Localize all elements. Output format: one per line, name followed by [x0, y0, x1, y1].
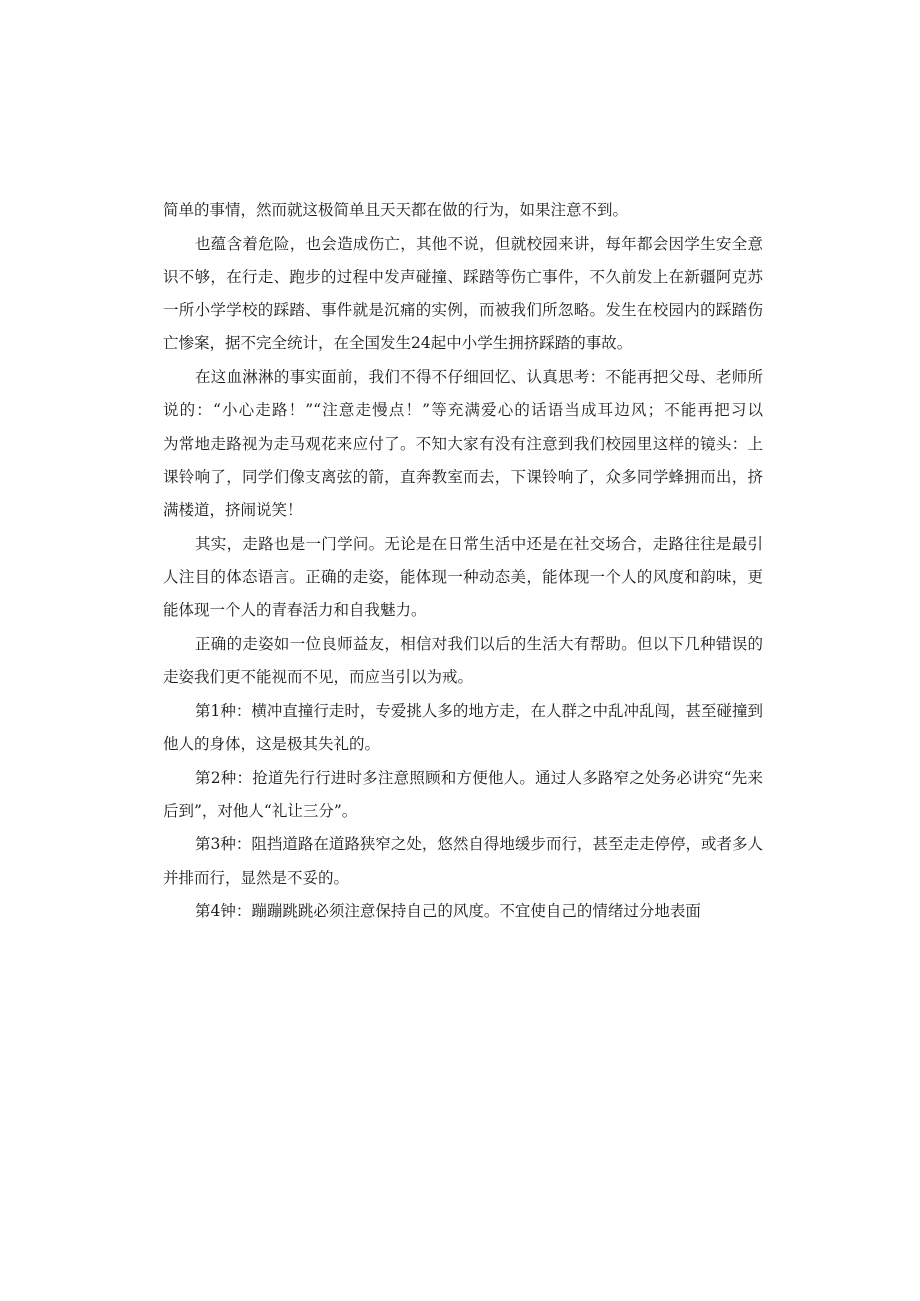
- paragraph-3-line-1: 其实，走路也是一门学问。无论是在日常生活中还是在社交场合，走路往往是最引: [195, 535, 763, 553]
- paragraph-1-line-4: 亡惨案，据不完全统计，在全国发生24起中小学生拥挤踩踏的事故。: [163, 334, 633, 352]
- paragraph-4-line-2: 走姿我们更不能视而不见，而应当引以为戒。: [163, 668, 474, 686]
- paragraph-8-line-1: 第4钟：蹦蹦跳跳必须注意保持自己的风度。不宜使自己的情绪过分地表面: [195, 902, 701, 920]
- paragraph-2-line-1: 在这血淋淋的事实面前，我们不得不仔细回忆、认真思考：不能再把父母、老师所: [195, 368, 763, 386]
- paragraph-2-line-2: 说的：“小心走路！”“注意走慢点！”等充满爱心的话语当成耳边风；不能再把习以: [163, 401, 763, 419]
- paragraph-6-line-1: 第2种：抢道先行行进时多注意照顾和方便他人。通过人多路窄之处务必讲究“先来: [195, 769, 763, 787]
- paragraph-5-line-1: 第1种：横冲直撞行走时，专爱挑人多的地方走，在人群之中乱冲乱闯，甚至碰撞到: [195, 702, 763, 720]
- paragraph-7-line-1: 第3种：阻挡道路在道路狭窄之处，悠然自得地缓步而行，甚至走走停停，或者多人: [195, 835, 763, 853]
- paragraph-2-line-3: 为常地走路视为走马观花来应付了。不知大家有没有注意到我们校园里这样的镜头：上: [163, 435, 763, 453]
- paragraph-6-line-2: 后到”，对他人“礼让三分”。: [163, 802, 358, 820]
- paragraph-3-line-3: 能体现一个人的青春活力和自我魅力。: [163, 601, 427, 619]
- paragraph-1-line-3: 一所小学学校的踩踏、事件就是沉痛的实例，而被我们所忽略。发生在校园内的踩踏伤: [163, 301, 763, 319]
- paragraph-3-line-2: 人注目的体态语言。正确的走姿，能体现一种动态美，能体现一个人的风度和韵味，更: [163, 568, 763, 586]
- paragraph-4-line-1: 正确的走姿如一位良师益友，相信对我们以后的生活大有帮助。但以下几种错误的: [195, 635, 763, 653]
- paragraph-0-line-1: 简单的事情，然而就这极简单且天天都在做的行为，如果注意不到。: [163, 201, 629, 219]
- paragraph-1-line-1: 也蕴含着危险，也会造成伤亡，其他不说，但就校园来讲，每年都会因学生安全意: [195, 235, 763, 253]
- paragraph-7-line-2: 并排而行，显然是不妥的。: [163, 869, 350, 887]
- paragraph-5-line-2: 他人的身体，这是极其失礼的。: [163, 735, 381, 753]
- paragraph-1-line-2: 识不够，在行走、跑步的过程中发声碰撞、踩踏等伤亡事件，不久前发上在新疆阿克苏: [163, 268, 763, 286]
- paragraph-2-line-4: 课铃响了，同学们像支离弦的箭，直奔教室而去，下课铃响了，众多同学蜂拥而出，挤: [163, 468, 763, 486]
- paragraph-2-line-5: 满楼道，挤闹说笑！: [163, 501, 303, 519]
